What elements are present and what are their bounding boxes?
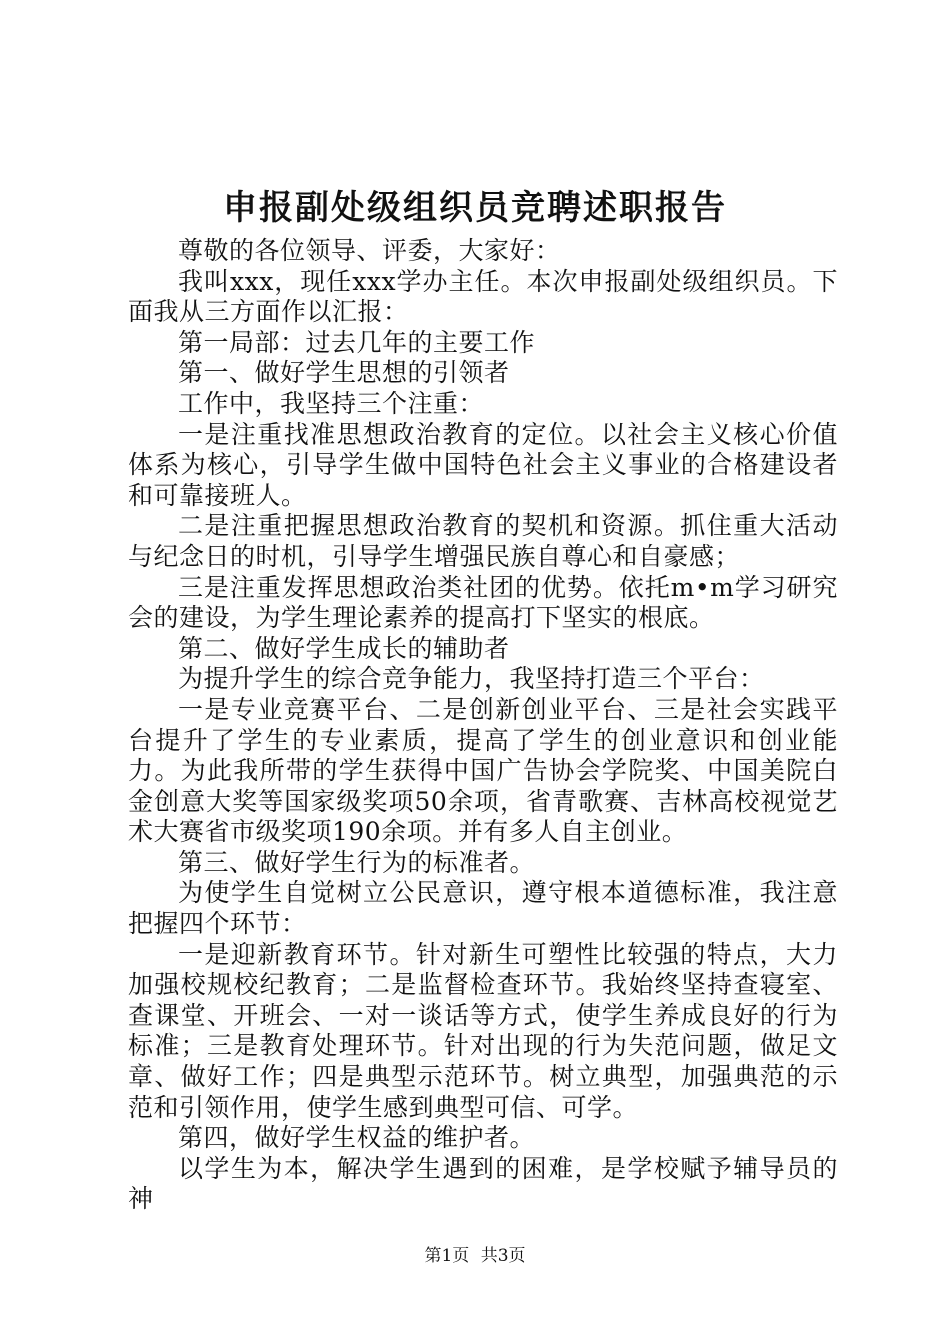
subsection-heading: 第二、做好学生成长的辅助者 [178, 633, 510, 663]
subsection-heading: 第一、做好学生思想的引领者 [178, 358, 510, 388]
paragraph: 一是专业竞赛平台、二是创新创业平台、三是社会实践平台提升了学生的专业素质，提高了学生的创业意识和创业能力。为此我所带的学生获得中国广告协会学院奖、中国美院白金创意大奖等国家级奖项50余项，省青歌赛、吉林高校视觉艺术大赛省市级奖项190余项。并有多人自主创业。 [128, 694, 838, 847]
paragraph: 二是注重把握思想政治教育的契机和资源。抓住重大活动与纪念日的时机，引导学生增强民族自尊心和自豪感； [128, 511, 838, 571]
document-title: 申报副处级组织员竞聘述职报告 [223, 188, 727, 228]
section-heading: 第一局部：过去几年的主要工作 [178, 327, 536, 357]
document-body [128, 236, 838, 1215]
paragraph: 尊敬的各位领导、评委，大家好： [178, 236, 561, 265]
paragraph: 一是迎新教育环节。针对新生可塑性比较强的特点，大力加强校规校纪教育；二是监督检查环节。我始终坚持查寝室、查课堂、开班会、一对一谈话等方式，使学生养成良好的行为标准；三是教育处理环节。针对出现的行为失范问题，做足文章、做好工作；四是典型示范环节。树立典型，加强典范的示范和引领作用，使学生感到典型可信、可学。 [128, 939, 838, 1122]
paragraph: 一是注重找准思想政治教育的定位。以社会主义核心价值体系为核心，引导学生做中国特色社会主义事业的合格建设者和可靠接班人。 [128, 419, 838, 510]
subsection-heading: 第三、做好学生行为的标准者。 [178, 847, 536, 877]
paragraph: 三是注重发挥思想政治类社团的优势。依托m•m学习研究会的建设，为学生理论素养的提高打下坚实的根底。 [128, 572, 838, 633]
paragraph: 我叫xxx，现任xxx学办主任。本次申报副处级组织员。下面我从三方面作以汇报： [128, 266, 838, 327]
paragraph: 工作中，我坚持三个注重： [178, 388, 485, 418]
page-footer [0, 1244, 950, 1268]
paragraph: 为提升学生的综合竞争能力，我坚持打造三个平台： [178, 664, 765, 694]
paragraph: 为使学生自觉树立公民意识，遵守根本道德标准，我注意把握四个环节： [128, 878, 838, 939]
paragraph: 以学生为本，解决学生遇到的困难，是学校赋予辅导员的神 [128, 1153, 838, 1214]
subsection-heading: 第四，做好学生权益的维护者。 [178, 1123, 536, 1153]
page-number: 第1页 [424, 1246, 470, 1266]
page-total: 共3页 [480, 1246, 526, 1266]
